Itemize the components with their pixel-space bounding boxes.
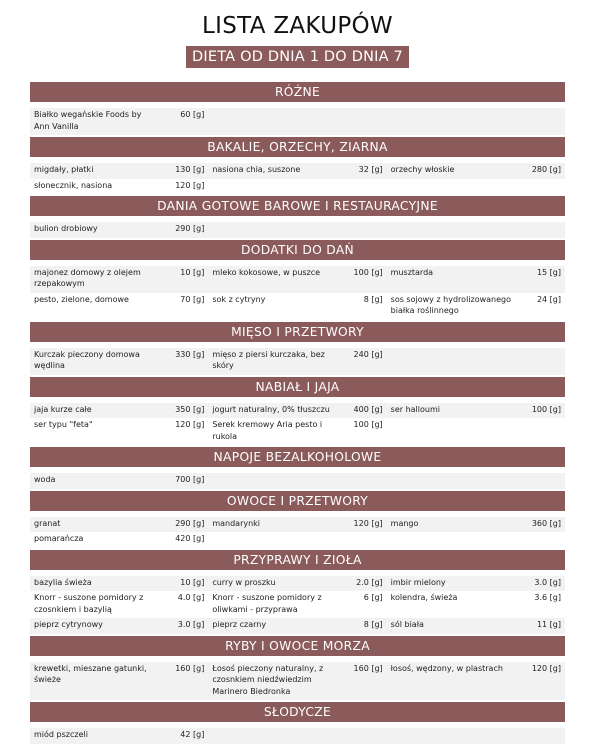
item-name: miód pszczeli [34, 730, 88, 739]
list-item [30, 108, 208, 135]
item-quantity: 2.0 [g] [356, 577, 383, 587]
list-item [30, 728, 208, 744]
item-row [30, 576, 565, 592]
item-quantity: 130 [g] [175, 165, 205, 174]
item-quantity: 60 [g] [180, 110, 205, 119]
item-row [30, 662, 565, 701]
item-row [30, 348, 565, 375]
list-item [30, 403, 208, 419]
item-name: Serek kremowy Aria pesto i rukola [212, 420, 323, 441]
list-item [387, 266, 565, 293]
item-name: ser halloumi [390, 404, 440, 414]
list-item [208, 293, 386, 320]
list-item [30, 222, 208, 238]
list-item [30, 348, 208, 375]
item-quantity: 15 [g] [536, 267, 561, 277]
list-item [208, 618, 386, 634]
item-quantity: 100 [g] [353, 267, 383, 277]
item-name: kolendra, świeża [390, 593, 458, 602]
item-name: granat [34, 518, 61, 528]
section-header: NAPOJE BEZALKOHOLOWE [30, 447, 565, 467]
list-item [30, 418, 208, 445]
item-row [30, 108, 565, 135]
item-name: Białko wegańskie Foods by Ann Vanilla [34, 110, 142, 131]
list-item [208, 163, 386, 179]
section-header: BAKALIE, ORZECHY, ZIARNA [30, 137, 565, 157]
item-quantity: 120 [g] [175, 420, 205, 429]
list-item [208, 266, 386, 293]
item-quantity: 24 [g] [536, 294, 561, 304]
section-items [30, 216, 565, 240]
item-name: bazylia świeża [34, 577, 92, 587]
item-quantity: 420 [g] [175, 534, 205, 543]
section-items [30, 342, 565, 377]
item-quantity: 3.6 [g] [534, 593, 561, 602]
item-quantity: 6 [g] [363, 593, 383, 602]
item-name: mango [390, 518, 419, 528]
section-header: RYBY I OWOCE MORZA [30, 636, 565, 656]
item-quantity: 160 [g] [353, 663, 383, 673]
item-name: łosoś, wędzony, w plastrach [390, 663, 503, 673]
item-quantity: 4.0 [g] [177, 593, 205, 602]
item-row [30, 293, 565, 320]
item-name: pieprz cytrynowy [34, 620, 103, 629]
section-items [30, 656, 565, 703]
list-item [387, 591, 565, 618]
list-item [208, 403, 386, 419]
list-item [30, 532, 208, 548]
list-item [30, 591, 208, 618]
section-items [30, 570, 565, 636]
list-item [30, 618, 208, 634]
item-name: słonecznik, nasiona [34, 180, 113, 190]
item-quantity: 3.0 [g] [534, 577, 561, 587]
item-name: imbir mielony [390, 577, 446, 587]
item-row [30, 179, 565, 195]
section-items [30, 260, 565, 322]
item-quantity: 290 [g] [175, 224, 205, 233]
item-name: woda [34, 475, 56, 484]
item-quantity: 32 [g] [358, 165, 383, 174]
list-item [30, 293, 208, 320]
section-header: OWOCE I PRZETWORY [30, 491, 565, 511]
item-name: ser typu "feta" [34, 420, 93, 429]
item-row [30, 517, 565, 533]
item-quantity: 8 [g] [363, 620, 383, 629]
item-quantity: 120 [g] [175, 180, 205, 190]
item-row [30, 532, 565, 548]
item-name: bulion drobiowy [34, 224, 98, 233]
section-header: RÓŻNE [30, 82, 565, 102]
item-quantity: 360 [g] [531, 518, 561, 528]
item-name: majonez domowy z olejem rzepakowym [34, 267, 141, 288]
section-items [30, 467, 565, 491]
item-quantity: 42 [g] [180, 730, 205, 739]
list-item [208, 662, 386, 701]
item-quantity: 120 [g] [531, 663, 561, 673]
item-name: sól biała [390, 620, 424, 629]
item-name: orzechy włoskie [390, 165, 455, 174]
list-item [30, 266, 208, 293]
section-items [30, 157, 565, 196]
list-item [30, 576, 208, 592]
list-item [208, 591, 386, 618]
section-items [30, 511, 565, 550]
list-item [387, 517, 565, 533]
item-quantity: 70 [g] [180, 294, 205, 304]
list-item [30, 662, 208, 701]
list-item [387, 293, 565, 320]
item-name: mięso z piersi kurczaka, bez skóry [212, 349, 325, 370]
page-title: LISTA ZAKUPÓW [202, 13, 393, 39]
item-quantity: 290 [g] [175, 518, 205, 528]
item-name: curry w proszku [212, 577, 276, 587]
item-row [30, 163, 565, 179]
item-name: nasiona chia, suszone [212, 165, 301, 174]
section-header: PRZYPRAWY I ZIOŁA [30, 550, 565, 570]
item-quantity: 100 [g] [531, 404, 561, 414]
item-quantity: 3.0 [g] [177, 620, 205, 629]
item-quantity: 120 [g] [353, 518, 383, 528]
list-item [387, 163, 565, 179]
section-header: DANIA GOTOWE BAROWE I RESTAURACYJNE [30, 196, 565, 216]
section-header: MIĘSO I PRZETWORY [30, 322, 565, 342]
item-quantity: 10 [g] [180, 577, 205, 587]
item-name: mleko kokosowe, w puszce [212, 267, 321, 277]
item-name: musztarda [390, 267, 434, 277]
item-row [30, 266, 565, 293]
item-name: mandarynki [212, 518, 261, 528]
item-name: krewetki, mieszane gatunki, świeże [34, 663, 147, 684]
item-name: jogurt naturalny, 0% tłuszczu [212, 404, 330, 414]
list-item [208, 418, 386, 445]
list-item [30, 517, 208, 533]
item-name: Knorr - suszone pomidory z czosnkiem i bazylią [34, 593, 144, 614]
item-name: Kurczak pieczony domowa wędlina [34, 349, 140, 370]
list-item [387, 662, 565, 701]
item-name: jaja kurze całe [34, 404, 92, 414]
diet-period-badge: DIETA OD DNIA 1 DO DNIA 7 [186, 46, 409, 68]
section-header: NABIAŁ I JAJA [30, 377, 565, 397]
list-item [30, 163, 208, 179]
item-quantity: 240 [g] [353, 349, 383, 359]
list-item [30, 179, 208, 195]
list-item [208, 576, 386, 592]
item-row [30, 418, 565, 445]
item-quantity: 350 [g] [175, 404, 205, 414]
section-items [30, 722, 565, 746]
item-row [30, 591, 565, 618]
item-quantity: 400 [g] [353, 404, 383, 414]
subtitle-wrapper [0, 46, 595, 68]
list-item [208, 348, 386, 375]
item-row [30, 403, 565, 419]
item-name: migdały, płatki [34, 165, 94, 174]
list-item [387, 403, 565, 419]
list-item [387, 618, 565, 634]
item-row [30, 728, 565, 744]
section-items [30, 397, 565, 448]
shopping-list [30, 82, 565, 746]
item-quantity: 330 [g] [175, 349, 205, 359]
item-name: Łosoś pieczony naturalny, z czosnkiem niedźwiedzim Marinero Biedronka [212, 663, 324, 696]
item-quantity: 11 [g] [536, 620, 561, 629]
item-name: pomarańcza [34, 534, 84, 543]
item-name: sok z cytryny [212, 294, 266, 304]
item-quantity: 700 [g] [175, 475, 205, 484]
item-quantity: 100 [g] [353, 420, 383, 429]
section-header: DODATKI DO DAŃ [30, 240, 565, 260]
list-item [387, 576, 565, 592]
section-items [30, 102, 565, 137]
item-name: Knorr - suszone pomidory z oliwkami - przyprawa [212, 593, 322, 614]
list-item [208, 517, 386, 533]
item-quantity: 10 [g] [180, 267, 205, 277]
item-row [30, 222, 565, 238]
item-name: sos sojowy z hydrolizowanego białka roślinnego [390, 294, 512, 315]
item-quantity: 8 [g] [363, 294, 383, 304]
item-row [30, 618, 565, 634]
item-quantity: 280 [g] [531, 165, 561, 174]
item-row [30, 473, 565, 489]
section-header: SŁODYCZE [30, 702, 565, 722]
list-item [30, 473, 208, 489]
item-quantity: 160 [g] [175, 663, 205, 673]
item-name: pesto, zielone, domowe [34, 294, 129, 304]
item-name: pieprz czarny [212, 620, 267, 629]
